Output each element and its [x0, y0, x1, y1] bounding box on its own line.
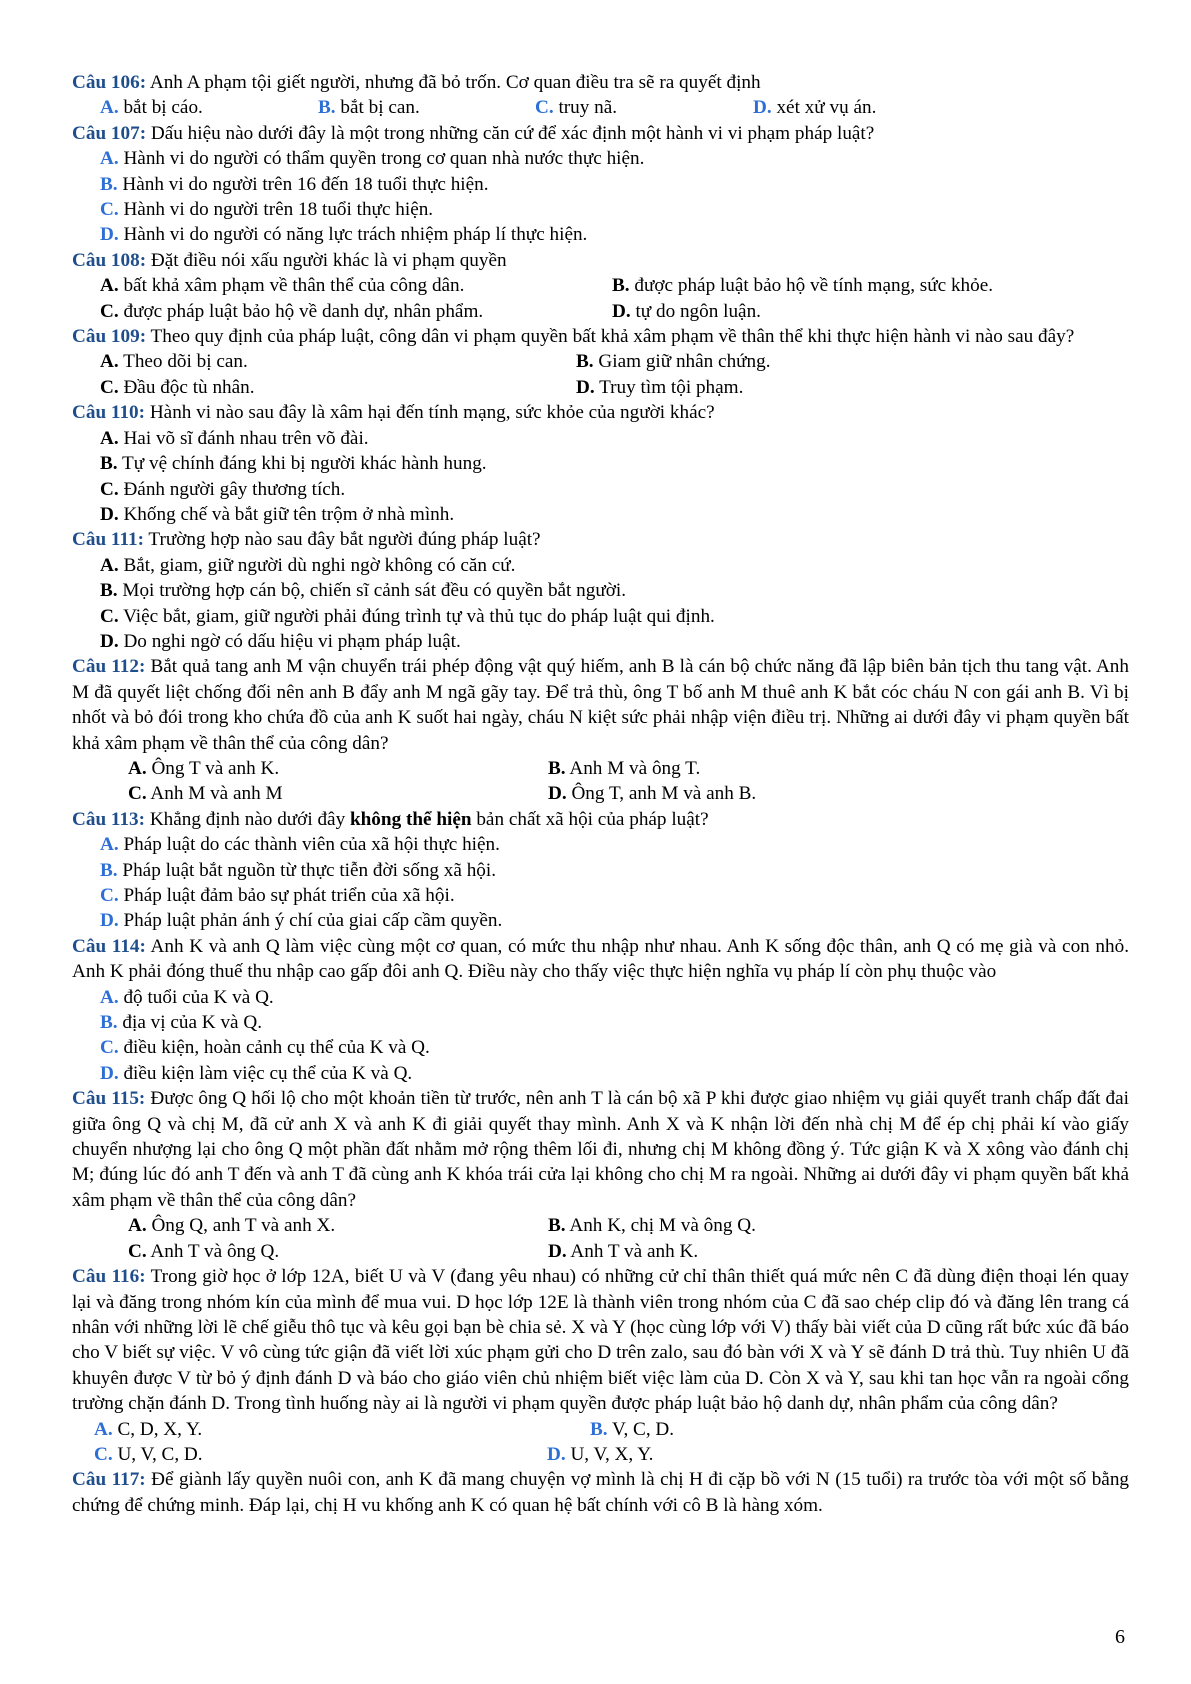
option-a: A. Hai võ sĩ đánh nhau trên võ đài. — [100, 427, 369, 449]
option-a: A. bắt bị cáo. — [100, 97, 203, 119]
question-114 — [72, 934, 1129, 1086]
question-number: Câu 114: — [72, 935, 146, 957]
question-text: Được ông Q hối lộ cho một khoản tiền từ trước, nên anh T là cán bộ xã P khi được giao nhiệm vụ giải quyết tranh chấp đất đai giữa ông Q và chị M, đã cử anh X và anh K đi giải quyết thay mình. Anh X và K nhận lời đến nhà chị M để ép chị phải kí vào giấy chuyển nhượng lại cho ông Q một phần đất nhằm mở rộng thêm lối đi, nhưng chị M không đồng ý. Tức giận K và X xông vào đánh chị M; đúng lúc đó anh T đến và anh T đã cùng anh K khóa trái cửa lại không cho chị M ra ngoài. Những ai dưới đây vi phạm quyền bất khả xâm phạm về thân thể của công dân? — [72, 1088, 1129, 1211]
question-number: Câu 108: — [72, 249, 147, 271]
options-row — [72, 299, 1129, 324]
question-number: Câu 117: — [72, 1469, 146, 1491]
option-c: C. U, V, C, D. — [94, 1443, 203, 1465]
question-emphasis: không thể hiện — [349, 808, 472, 830]
option-d: D. tự do ngôn luận. — [612, 300, 761, 322]
question-text: Anh A phạm tội giết người, nhưng đã bỏ trốn. Cơ quan điều tra sẽ ra quyết định — [146, 72, 761, 93]
question-number: Câu 107: — [72, 122, 147, 144]
question-text: Đặt điều nói xấu người khác là vi phạm quyền — [146, 249, 507, 271]
option-b: B. được pháp luật bảo hộ về tính mạng, sức khỏe. — [612, 275, 994, 297]
option-d: D. Truy tìm tội phạm. — [576, 376, 744, 398]
question-number: Câu 111: — [72, 529, 144, 551]
options-row — [72, 1442, 1129, 1467]
question-111 — [72, 527, 1129, 654]
option-a: A. Bắt, giam, giữ người dù nghi ngờ không có căn cứ. — [100, 554, 516, 576]
question-number: Câu 113: — [72, 808, 146, 830]
option-b: B. Anh K, chị M và ông Q. — [548, 1215, 756, 1237]
question-text: Hành vi nào sau đây là xâm hại đến tính mạng, sức khỏe của người khác? — [145, 402, 715, 424]
question-number: Câu 109: — [72, 326, 147, 348]
option-c: C. Pháp luật đảm bảo sự phát triển của xã hội. — [100, 885, 455, 906]
option-d: D. Ông T, anh M và anh B. — [548, 783, 757, 805]
options-row — [72, 95, 1129, 120]
question-number: Câu 116: — [72, 1266, 146, 1288]
option-b: B. Pháp luật bắt nguồn từ thực tiễn đời sống xã hội. — [100, 859, 497, 881]
page-number: 6 — [1115, 1626, 1125, 1648]
question-113 — [72, 807, 1129, 934]
document-page — [72, 70, 1129, 1518]
question-text: Bắt quả tang anh M vận chuyển trái phép động vật quý hiếm, anh B là cán bộ chức năng đã lập biên bản tịch thu tang vật. Anh M đã quyết liệt chống đối nên anh B đẩy anh M ngã gãy tay. Để trả thù, ông T bố anh M thuê anh K bắt cóc cháu N con gái anh B. Vì bị nhốt và bỏ đói trong kho chứa đồ của anh K suốt hai ngày, cháu N kiệt sức phải nhập viện điều trị. Những ai dưới đây vi phạm quyền bất khả xâm phạm về thân thể của công dân? — [72, 656, 1129, 754]
question-number: Câu 110: — [72, 402, 146, 424]
option-b: B. Giam giữ nhân chứng. — [576, 351, 771, 373]
options-row — [72, 756, 1129, 781]
option-b: B. Hành vi do người trên 16 đến 18 tuổi thực hiện. — [100, 173, 489, 195]
options-row — [72, 349, 1129, 374]
option-b: B. bắt bị can. — [318, 97, 420, 119]
option-c: C. Anh T và ông Q. — [128, 1240, 280, 1262]
option-d: D. Khống chế và bắt giữ tên trộm ở nhà mình. — [100, 503, 455, 525]
option-a: A. Hành vi do người có thẩm quyền trong cơ quan nhà nước thực hiện. — [100, 148, 645, 170]
question-text: Trong giờ học ở lớp 12A, biết U và V (đang yêu nhau) có những cử chỉ thân thiết quá mức nên C đã dùng điện thoại lén quay lại và đăng trong nhóm kín của mình để mua vui. D học lớp 12E là thành viên trong nhóm của C đã sao chép clip đó và đăng lên trang cá nhân với những lời lẽ chế giễu thô tục và kêu gọi bạn bè chia sẻ. X và Y (học cùng lớp với V) thấy bài viết của D cũng rất bức xúc đã báo cho V biết sự việc. V vô cùng tức giận đã viết lời xúc phạm gửi cho D trên zalo, sau đó bàn với X và Y sẽ đánh D trả thù. Tuy nhiên U đã khuyên được V từ bỏ ý định đánh D và báo cho giáo viên chủ nhiệm biết việc làm của D. Còn X và Y, sau khi tan học vẫn ra ngoài cổng trường chặn đánh D. Trong tình huống này ai là người vi phạm quyền được pháp luật bảo hộ danh dự, nhân phẩm của công dân? — [72, 1266, 1130, 1415]
options-row — [72, 273, 1129, 298]
option-c: C. được pháp luật bảo hộ về danh dự, nhân phẩm. — [100, 300, 484, 322]
question-text: Khẳng định nào dưới đây — [145, 808, 350, 830]
question-text: bản chất xã hội của pháp luật? — [471, 808, 709, 830]
option-a: A. Ông Q, anh T và anh X. — [128, 1215, 336, 1237]
option-a: A. C, D, X, Y. — [94, 1418, 203, 1440]
question-117 — [72, 1467, 1129, 1518]
question-107 — [72, 121, 1129, 248]
question-110 — [72, 400, 1129, 527]
question-text: Anh K và anh Q làm việc cùng một cơ quan, có mức thu nhập như nhau. Anh K sống độc thân, anh Q có mẹ già và con nhỏ. Anh K phải đóng thuế thu nhập cao gấp đôi anh Q. Điều này cho thấy việc thực hiện nghĩa vụ pháp lí còn phụ thuộc vào — [72, 935, 1129, 983]
option-b: B. V, C, D. — [590, 1418, 675, 1440]
options-row — [72, 1213, 1129, 1238]
question-text: Theo quy định của pháp luật, công dân vi phạm quyền bất khả xâm phạm về thân thể khi thực hiện hành vi nào sau đây? — [146, 326, 1075, 348]
option-a: A. độ tuổi của K và Q. — [100, 986, 274, 1008]
option-a: A. Theo dõi bị can. — [100, 351, 248, 373]
question-115 — [72, 1086, 1129, 1264]
question-108 — [72, 248, 1129, 324]
option-d: D. U, V, X, Y. — [547, 1443, 654, 1465]
option-b: B. Mọi trường hợp cán bộ, chiến sĩ cảnh sát đều có quyền bắt người. — [100, 580, 627, 602]
option-b: B. Anh M và ông T. — [548, 757, 701, 779]
question-112 — [72, 654, 1129, 806]
option-c: C. Đánh người gây thương tích. — [100, 478, 346, 500]
options-row — [72, 1417, 1129, 1442]
options-row — [72, 781, 1129, 806]
options-row — [72, 1239, 1129, 1264]
option-c: C. Việc bắt, giam, giữ người phải đúng trình tự và thủ tục do pháp luật qui định. — [100, 605, 715, 627]
question-text: Trường hợp nào sau đây bắt người đúng pháp luật? — [143, 529, 541, 551]
option-d: D. điều kiện làm việc cụ thể của K và Q. — [100, 1062, 413, 1084]
options-row — [72, 375, 1129, 400]
option-c: C. điều kiện, hoàn cảnh cụ thể của K và Q. — [100, 1037, 430, 1059]
question-text: Để giành lấy quyền nuôi con, anh K đã mang chuyện vợ mình là chị H đi cặp bồ với N (15 tuổi) ra trước tòa với một số bằng chứng để chứng minh. Đáp lại, chị H vu khống anh K có quan hệ bất chính với cô B là hàng xóm. — [72, 1469, 1130, 1516]
option-c: C. Đầu độc tù nhân. — [100, 376, 255, 398]
option-c: C. truy nã. — [535, 97, 618, 119]
option-b: B. Tự vệ chính đáng khi bị người khác hành hung. — [100, 453, 487, 475]
option-d: D. Pháp luật phản ánh ý chí của giai cấp cầm quyền. — [100, 910, 503, 932]
question-number: Câu 115: — [72, 1088, 146, 1110]
option-a: A. Ông T và anh K. — [128, 757, 280, 779]
question-109 — [72, 324, 1129, 400]
option-d: D. Hành vi do người có năng lực trách nhiệm pháp lí thực hiện. — [100, 224, 588, 246]
option-c: C. Anh M và anh M — [128, 783, 283, 805]
question-number: Câu 112: — [72, 656, 146, 678]
option-d: D. Anh T và anh K. — [548, 1240, 699, 1262]
option-a: A. bất khả xâm phạm về thân thể của công dân. — [100, 275, 465, 297]
option-a: A. Pháp luật do các thành viên của xã hội thực hiện. — [100, 834, 500, 856]
question-116 — [72, 1264, 1129, 1467]
question-text: Dấu hiệu nào dưới đây là một trong những căn cứ để xác định một hành vi vi phạm pháp luật? — [146, 122, 875, 144]
question-number: Câu 106: — [72, 72, 147, 93]
option-d: D. xét xử vụ án. — [753, 97, 877, 119]
option-d: D. Do nghi ngờ có dấu hiệu vi phạm pháp luật. — [100, 630, 461, 652]
option-c: C. Hành vi do người trên 18 tuổi thực hiện. — [100, 199, 434, 221]
question-106 — [72, 70, 1129, 121]
option-b: B. địa vị của K và Q. — [100, 1012, 263, 1034]
